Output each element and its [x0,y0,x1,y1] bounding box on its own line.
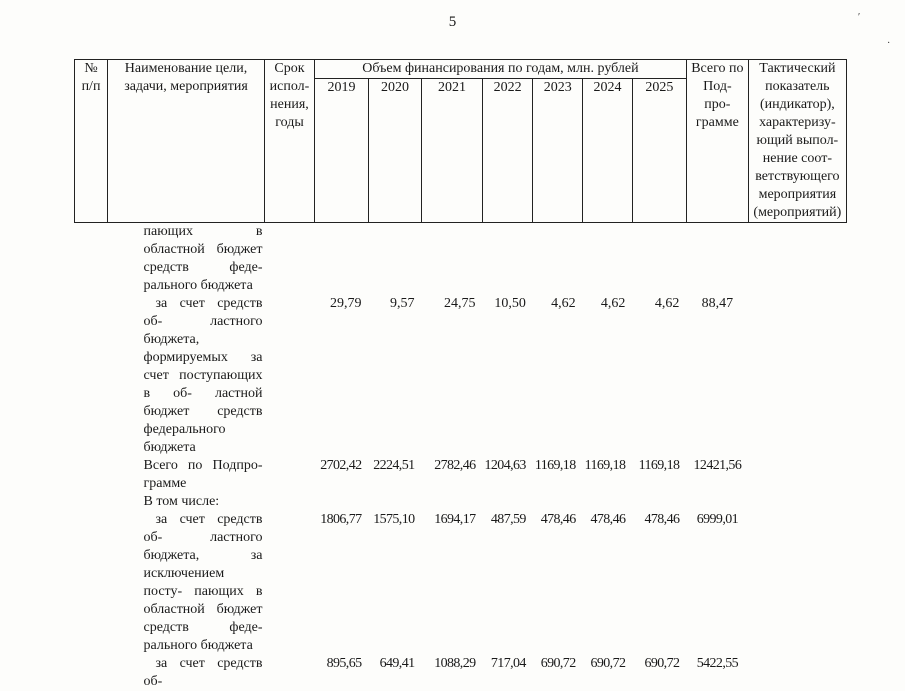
row-value: 1169,18 [638,458,680,473]
row-name: за счет средств об- ластного бюджета, за исключением посту- пающих в областной бюджет средств феде- рального бюджета [143,512,263,653]
header-funding: Объем финансирования по годам, млн. рублей [315,60,687,79]
row-value: 690,72 [540,656,576,671]
financing-table [74,59,847,691]
row-value [533,223,583,296]
row-total: 88,47 [701,296,734,311]
page-number: 5 [448,14,457,30]
row-name: за счет средств об- [143,656,263,689]
row-value: 4,62 [600,296,626,311]
row-value [632,493,686,511]
row-value: 9,57 [390,296,415,311]
row-value: 690,72 [644,656,680,671]
header-year: 2019 [315,79,369,223]
row-value: 4,62 [654,296,680,311]
table-row [75,457,847,493]
table-row [75,295,847,457]
row-value [422,223,483,296]
table-row [75,655,847,691]
row-value: 895,65 [326,656,362,671]
table-row [75,511,847,655]
row-total: 5422,55 [696,656,739,671]
header-year: 2022 [483,79,533,223]
row-value: 10,50 [494,296,526,311]
row-value [315,493,369,511]
row-value: 717,04 [490,656,526,671]
row-value: 478,46 [540,512,576,527]
row-total: 12421,56 [693,458,742,473]
row-value: 2224,51 [373,458,415,473]
row-total: 6999,01 [696,512,739,527]
scan-dot: · [887,38,891,49]
row-name: В том числе: [143,494,220,509]
row-total [686,493,748,511]
row-value [483,493,533,511]
row-value [315,223,369,296]
row-value [369,223,422,296]
row-value: 1169,18 [584,458,626,473]
row-name: Всего по Подпро- грамме [143,458,263,491]
row-value [583,223,633,296]
row-value: 1204,63 [484,458,526,473]
row-value: 1169,18 [534,458,576,473]
row-total [686,223,748,296]
row-value [369,493,422,511]
row-value [533,493,583,511]
header-year: 2023 [533,79,583,223]
row-value: 1575,10 [373,512,415,527]
header-year: 2020 [369,79,422,223]
table-row [75,493,847,511]
row-value: 1694,17 [434,512,476,527]
row-value: 478,46 [590,512,626,527]
row-value: 1806,77 [320,512,362,527]
header-year: 2025 [632,79,686,223]
row-value: 4,62 [551,296,576,311]
row-value: 487,59 [490,512,526,527]
row-value: 649,41 [379,656,415,671]
row-value [483,223,533,296]
row-value: 478,46 [644,512,680,527]
row-value [632,223,686,296]
header-name: Наименование цели, задачи, мероприятия [108,60,265,223]
header-total: Всего по Под- про- грамме [686,60,748,223]
row-value: 690,72 [590,656,626,671]
header-term: Срок испол- нения, годы [265,60,315,223]
header-row-1 [75,60,847,79]
row-value [422,493,483,511]
row-value: 2782,46 [434,458,476,473]
row-value: 2702,42 [320,458,362,473]
header-year: 2021 [422,79,483,223]
header-year: 2024 [583,79,633,223]
row-value [583,493,633,511]
row-value: 29,79 [330,296,362,311]
row-value: 1088,29 [434,656,476,671]
row-value: 24,75 [444,296,476,311]
header-num: № п/п [75,60,108,223]
header-indicator: Тактический показатель (индикатор), характеризу- ющий выпол- нение соот- ветствующего мероприятия (мероприятий) [748,60,846,223]
scan-mark: ′ [858,12,861,23]
row-name: пающих в областной бюджет средств феде- рального бюджета [143,224,263,293]
table-row [75,223,847,296]
row-name: за счет средств об- ластного бюджета, формируемых за счет поступающих в об- ластной бюджет средств федерального бюджета [143,296,263,455]
